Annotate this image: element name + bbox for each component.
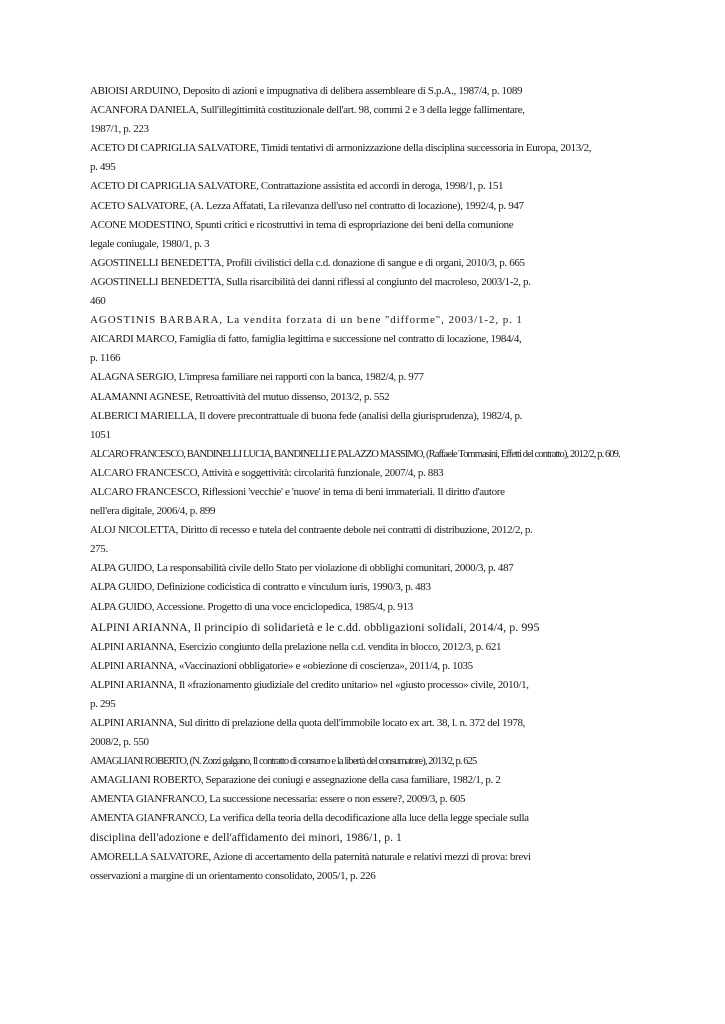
index-entry-line: AICARDI MARCO, Famiglia di fatto, famiglia legittima e successione nel contratto di locazione, 1984/4, [90,333,522,346]
index-entry-line: ALCARO FRANCESCO, Attività e soggettività: circolarità funzionale, 2007/4, p. 883 [90,466,444,479]
index-page [90,82,680,886]
index-entry-line: p. 495 [90,161,116,174]
index-entry-line: ALPINI ARIANNA, Il principio di solidarietà e le c.dd. obbligazioni solidali, 2014/4, p. 995 [90,619,540,634]
index-entry-line: ALOJ NICOLETTA, Diritto di recesso e tutela del contraente debole nei contratti di distribuzione, 2012/2, p. [90,524,533,537]
index-entry-line: ALCARO FRANCESCO, Riflessioni 'vecchie' e 'nuove' in tema di beni immateriali. Il diritto d'autore [90,485,505,498]
index-entry-line: AGOSTINELLI BENEDETTA, Sulla risarcibilità dei danni riflessi al congiunto del macroleso, 2003/1-2, p. [90,275,531,288]
index-entry-line: ALAMANNI AGNESE, Retroattività del mutuo dissenso, 2013/2, p. 552 [90,390,390,403]
index-entry-line: ALPINI ARIANNA, Esercizio congiunto della prelazione nella c.d. vendita in blocco, 2012/3, p. 621 [90,640,502,653]
index-entry-line: disciplina dell'adozione e dell'affidamento dei minori, 1986/1, p. 1 [90,831,402,844]
index-entry-line: osservazioni a margine di un orientamento consolidato, 2005/1, p. 226 [90,869,376,882]
index-entry-line: ALPA GUIDO, Definizione codicistica di contratto e vinculum iuris, 1990/3, p. 483 [90,581,431,594]
index-entry-line: AMAGLIANI ROBERTO, (N. Zorzi galgano, Il contratto di consumo e la libertà del consumatore), 2013/2, p. 625 [90,756,477,768]
index-entry-line: ALPINI ARIANNA, Il «frazionamento giudiziale del credito unitario» nel «giusto processo» civile, 2010/1, [90,678,529,691]
index-entry-line: ACONE MODESTINO, Spunti critici e ricostruttivi in tema di espropriazione dei beni della comunione [90,218,514,231]
index-entry-line: ACETO DI CAPRIGLIA SALVATORE, Timidi tentativi di armonizzazione della disciplina successoria in Europa, 2013/2, [90,142,592,155]
index-entry-line: ALBERICI MARIELLA, Il dovere precontrattuale di buona fede (analisi della giurisprudenza), 1982/4, p. [90,409,523,422]
index-entry-line: p. 1166 [90,352,121,365]
index-entry-line: ALPINI ARIANNA, «Vaccinazioni obbligatorie» e «obiezione di coscienza», 2011/4, p. 1035 [90,659,473,672]
index-entry-line: 1051 [90,428,111,441]
index-entry-line: ABIOISI ARDUINO, Deposito di azioni e impugnativa di delibera assembleare di S.p.A., 1987/4, p. 1089 [90,85,523,97]
index-entry-line: ALCARO FRANCESCO, BANDINELLI LUCIA, BANDINELLI E PALAZZO MASSIMO, (Raffaele Tommasini, Effetti del contratto), 2012/2, p. 609. [90,448,620,460]
index-entry-line: AGOSTINIS BARBARA, La vendita forzata di un bene "difforme", 2003/1-2, p. 1 [90,314,523,327]
index-entry-line: ALPINI ARIANNA, Sul diritto di prelazione della quota dell'immobile locato ex art. 38, l. n. 372 del 1978, [90,717,526,729]
index-entry-line: AMENTA GIANFRANCO, La successione necessaria: essere o non essere?, 2009/3, p. 605 [90,793,466,806]
index-entry-line: ACETO SALVATORE, (A. Lezza Affatati, La rilevanza dell'uso nel contratto di locazione), 1992/4, p. 947 [90,199,524,212]
index-entry-line: ALPA GUIDO, La responsabilità civile dello Stato per violazione di obblighi comunitari, 2000/3, p. 487 [90,562,514,575]
index-entry-line: ACETO DI CAPRIGLIA SALVATORE, Contrattazione assistita ed accordi in deroga, 1998/1, p. 151 [90,180,504,193]
index-entry-line: AMORELLA SALVATORE, Azione di accertamento della paternità naturale e relativi mezzi di prova: brevi [90,850,531,863]
index-entry-line: AMENTA GIANFRANCO, La verifica della teoria della decodificazione alla luce della legge speciale sulla [90,812,529,825]
index-entry-line: 275. [90,543,108,556]
index-entry-line: 2008/2, p. 550 [90,736,149,749]
index-entry-line: ALPA GUIDO, Accessione. Progetto di una voce enciclopedica, 1985/4, p. 913 [90,600,413,613]
index-entry-line: p. 295 [90,697,116,710]
index-entry-line: AMAGLIANI ROBERTO, Separazione dei coniugi e assegnazione della casa familiare, 1982/1, p. 2 [90,774,501,787]
index-entry-line: legale coniugale, 1980/1, p. 3 [90,237,210,250]
index-entry-line: ALAGNA SERGIO, L'impresa familiare nei rapporti con la banca, 1982/4, p. 977 [90,371,424,384]
index-entry-line: AGOSTINELLI BENEDETTA, Profili civilistici della c.d. donazione di sangue e di organi, 2010/3, p. 665 [90,256,525,269]
index-entry-line: ACANFORA DANIELA, Sull'illegittimità costituzionale dell'art. 98, commi 2 e 3 della legge fallimentare, [90,104,525,117]
index-entry-line: 1987/1, p. 223 [90,123,149,136]
index-entry-line: nell'era digitale, 2006/4, p. 899 [90,505,216,518]
index-entry-line: 460 [90,295,106,308]
